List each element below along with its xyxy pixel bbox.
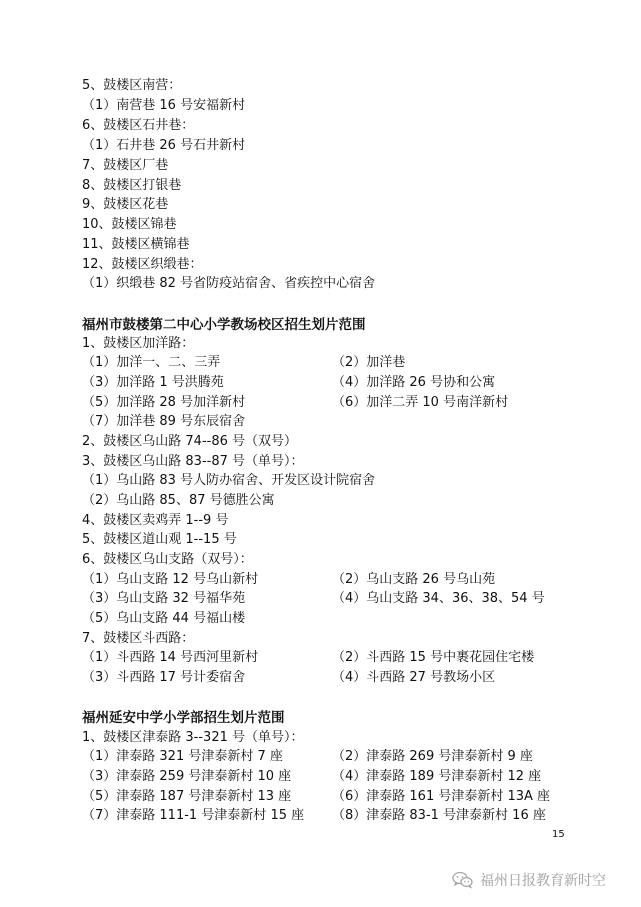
watermark <box>452 870 606 890</box>
list-item: （5）乌山支路 44 号福山楼 <box>82 611 246 626</box>
list-item: 8、鼓楼区打银巷 <box>82 178 182 193</box>
list-item: （1）乌山路 83 号人防办宿舍、开发区设计院宿舍 <box>82 473 376 488</box>
list-item: （4）津泰路 189 号津泰新村 12 座 <box>332 769 542 784</box>
list-item: 4、鼓楼区卖鸡弄 1--9 号 <box>82 513 229 528</box>
list-item: （3）津泰路 259 号津泰新村 10 座 <box>82 769 292 784</box>
list-item: 3、鼓楼区乌山路 83--87 号（单号）： <box>82 454 304 469</box>
section-heading: 福州市鼓楼第二中心小学教场校区招生划片范围 <box>82 317 366 333</box>
list-item: （1）加洋一、二、三弄 <box>82 355 221 370</box>
list-item: 5、鼓楼区道山观 1--15 号 <box>82 532 237 547</box>
list-item: 7、鼓楼区斗西路： <box>82 631 195 646</box>
list-item: （4）乌山支路 34、36、38、54 号 <box>332 591 545 606</box>
page-number: 15 <box>552 829 565 840</box>
list-item: 1、鼓楼区津泰路 3--321 号（单号）： <box>82 730 304 745</box>
list-item: （3）加洋路 1 号洪腾苑 <box>82 375 224 390</box>
list-item: 11、鼓楼区横锦巷 <box>82 237 190 252</box>
list-item: （7）加洋巷 89 号东辰宿舍 <box>82 414 246 429</box>
list-item: 10、鼓楼区锦巷 <box>82 217 177 232</box>
list-item: 12、鼓楼区织缎巷： <box>82 257 203 272</box>
list-item: 1、鼓楼区加洋路： <box>82 336 195 351</box>
list-item: （2）斗西路 15 号中裹花园住宅楼 <box>332 650 535 665</box>
list-item: （8）津泰路 83-1 号津泰新村 16 座 <box>332 808 546 823</box>
list-item: （6）加洋二弄 10 号南洋新村 <box>332 395 509 410</box>
list-item: （1）织缎巷 82 号省防疫站宿舍、省疾控中心宿舍 <box>82 276 376 291</box>
list-item: （1）乌山支路 12 号乌山新村 <box>82 572 259 587</box>
list-item: 5、鼓楼区南营： <box>82 78 182 93</box>
list-item: （5）加洋路 28 号加洋新村 <box>82 395 246 410</box>
list-item: （1）津泰路 321 号津泰新村 7 座 <box>82 749 283 764</box>
list-item: 7、鼓楼区厂巷 <box>82 158 169 173</box>
list-item: （4）斗西路 27 号教场小区 <box>332 670 496 685</box>
list-item: （3）斗西路 17 号计委宿舍 <box>82 670 246 685</box>
list-item: （3）乌山支路 32 号福华苑 <box>82 591 246 606</box>
list-item: （1）石井巷 26 号石井新村 <box>82 138 246 153</box>
list-item: （1）斗西路 14 号西河里新村 <box>82 650 259 665</box>
section-heading: 福州延安中学小学部招生划片范围 <box>82 710 285 726</box>
list-item: 6、鼓楼区石井巷： <box>82 118 195 133</box>
list-item: 9、鼓楼区花巷 <box>82 197 169 212</box>
list-item: （6）津泰路 161 号津泰新村 13A 座 <box>332 789 551 804</box>
list-item: 6、鼓楼区乌山支路（双号）： <box>82 552 253 567</box>
wechat-icon <box>452 871 474 889</box>
list-item: 2、鼓楼区乌山路 74--86 号（双号） <box>82 434 298 449</box>
list-item: （2）加洋巷 <box>332 355 406 370</box>
list-item: （2）津泰路 269 号津泰新村 9 座 <box>332 749 533 764</box>
list-item: （1）南营巷 16 号安福新村 <box>82 98 246 113</box>
watermark-text: 福州日报教育新时空 <box>480 873 606 889</box>
list-item: （2）乌山支路 26 号乌山苑 <box>332 572 496 587</box>
list-item: （4）加洋路 26 号协和公寓 <box>332 375 496 390</box>
list-item: （5）津泰路 187 号津泰新村 13 座 <box>82 789 292 804</box>
list-item: （2）乌山路 85、87 号德胜公寓 <box>82 493 275 508</box>
list-item: （7）津泰路 111-1 号津泰新村 15 座 <box>82 808 305 823</box>
